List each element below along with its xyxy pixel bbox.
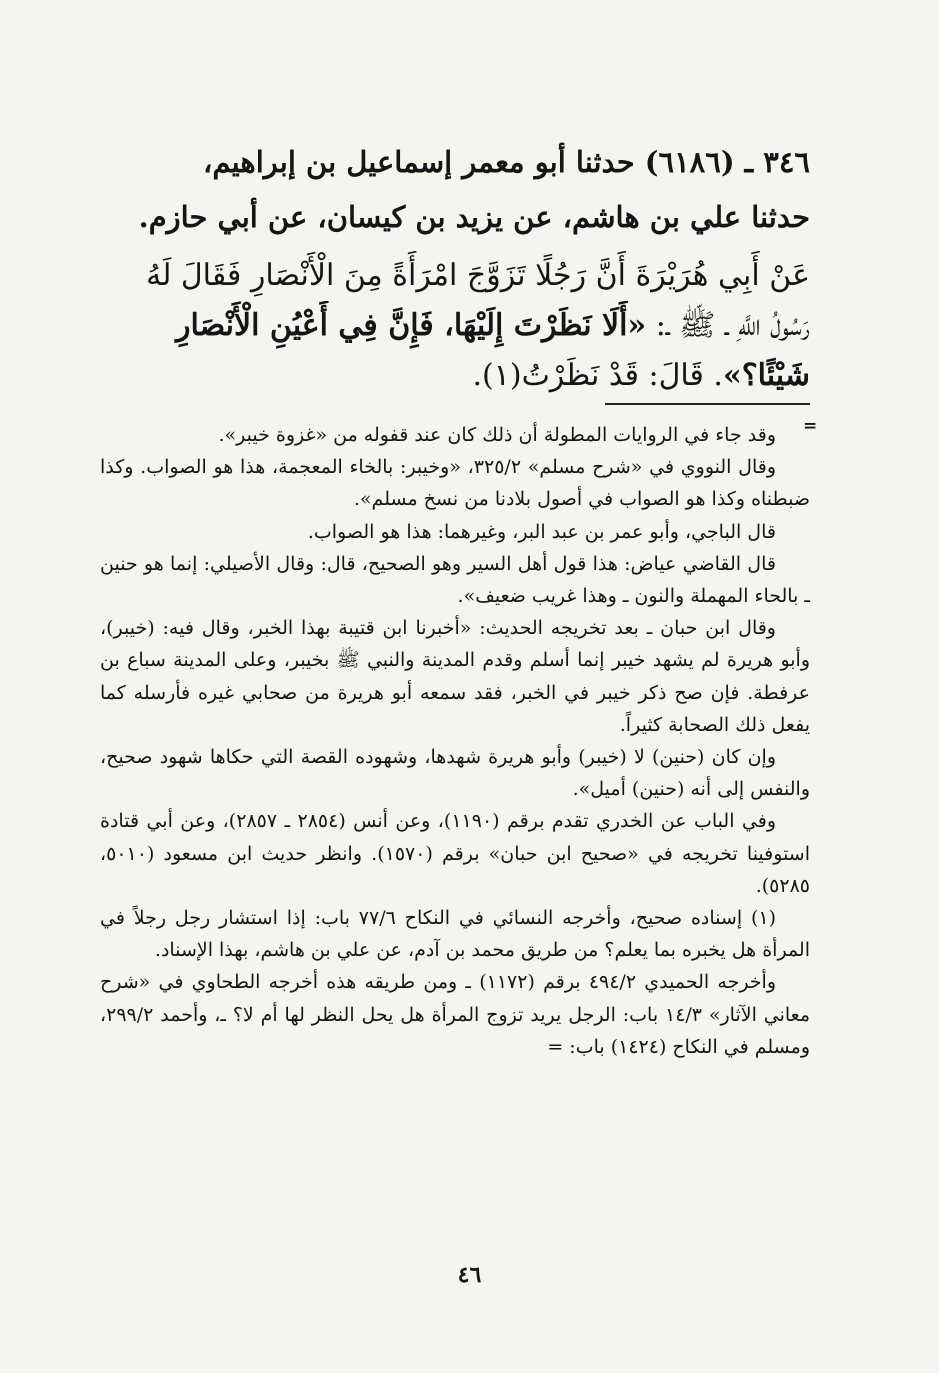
hadith-reply: . قَالَ: قَدْ نَظَرْتُ(١).	[472, 358, 723, 393]
footnote-1: (١) إسناده صحيح، وأخرجه النسائي في النكاح ٧٧/٦ باب: إذا استشار رجل رجلاً في المرأة هل يخبره بما يعلم؟ من طريق محمد بن آدم، عن علي بن هاشم، بهذا الإسناد.	[100, 907, 810, 962]
footnotes	[100, 419, 810, 1063]
page-body	[100, 135, 810, 1063]
hadith-chain-line-2: حدثنا علي بن هاشم، عن يزيد بن كيسان، عن أبي حازم.	[138, 200, 810, 234]
prophet-saying: «أَلَا نَظَرْتَ إِلَيْهَا، فَإِنَّ فِي أَعْيُنِ الْأَنْصَارِ	[175, 308, 647, 343]
hadith-attribution: رَسُولُ اللَّهِ ـ ﷺ ـ:	[646, 308, 810, 343]
note-paragraph: قال القاضي عياض: هذا قول أهل السير وهو الصحيح، قال: وقال الأصيلي: إنما هو حنين ـ بالحاء المهملة والنون ـ وهذا غريب ضعيف».	[100, 552, 810, 608]
note-paragraph: وقال النووي في «شرح مسلم» ٣٢٥/٢، «وخيبر: بالخاء المعجمة، هذا هو الصواب. وكذا ضبطناه وكذا هو الصواب في أصول بلادنا من نسخ مسلم».	[100, 456, 810, 511]
hadith-text-line-1: عَنْ أَبِي هُرَيْرَةَ أَنَّ رَجُلًا تَزَوَّجَ امْرَأَةً مِنَ الْأَنْصَارِ فَقَالَ لَهُ	[146, 258, 810, 293]
hadith-text-line-2	[100, 301, 810, 351]
note-paragraph: وقال ابن حبان ـ بعد تخريجه الحديث: «أخبرنا ابن قتيبة بهذا الخبر، وقال فيه: (خيبر)، وأبو هريرة لم يشهد خيبر إنما أسلم وقدم المدينة والنبي ﷺ بخيبر، وعلى المدينة سباع بن عرفطة. فإن صح ذكر خيبر في الخبر، فقد سمعه أبو هريرة من صحابي غيره فأرسله كما يفعل ذلك الصحابة كثيراً.	[100, 617, 810, 736]
note-paragraph: وأخرجه الحميدي ٤٩٤/٢ برقم (١١٧٢) ـ ومن طريقه هذه أخرجه الطحاوي في «شرح معاني الآثار» ١٤/٣ باب: الرجل يريد تزوج المرأة هل يحل النظر لها أم لا؟ ـ، وأحمد ٢٩٩/٢، ومسلم في النكاح (١٤٢٤) باب: =	[100, 971, 811, 1058]
note-paragraph: وإن كان (حنين) لا (خيبر) وأبو هريرة شهدها، وشهوده القصة التي حكاها شهود صحيح، والنفس إلى أنه (حنين) أميل».	[100, 746, 810, 801]
footnote-separator	[605, 403, 810, 405]
prophet-saying-end: شَيْئًا؟»	[722, 358, 810, 393]
page-number: ٤٦	[457, 1262, 482, 1288]
hadith-chain-line-1: ٣٤٦ ـ (٦١٨٦) حدثنا أبو معمر إسماعيل بن إبراهيم،	[203, 145, 810, 179]
note-paragraph: قال الباجي، وأبو عمر بن عبد البر، وغيرهما: هذا هو الصواب.	[307, 520, 776, 543]
continuation-mark: =	[803, 416, 818, 436]
hadith-text-line-3	[100, 351, 810, 401]
note-paragraph: وفي الباب عن الخدري تقدم برقم (١١٩٠)، وعن أنس (٢٨٥٤ ـ ٢٨٥٧)، وعن أبي قتادة استوفينا تخريجه في «صحيح ابن حبان» برقم (١٥٧٠). وانظر حديث ابن مسعود (٥٠١٠، ٥٢٨٥).	[100, 810, 810, 897]
note-paragraph: وقد جاء في الروايات المطولة أن ذلك كان عند قفوله من «غزوة خيبر».	[218, 424, 776, 446]
